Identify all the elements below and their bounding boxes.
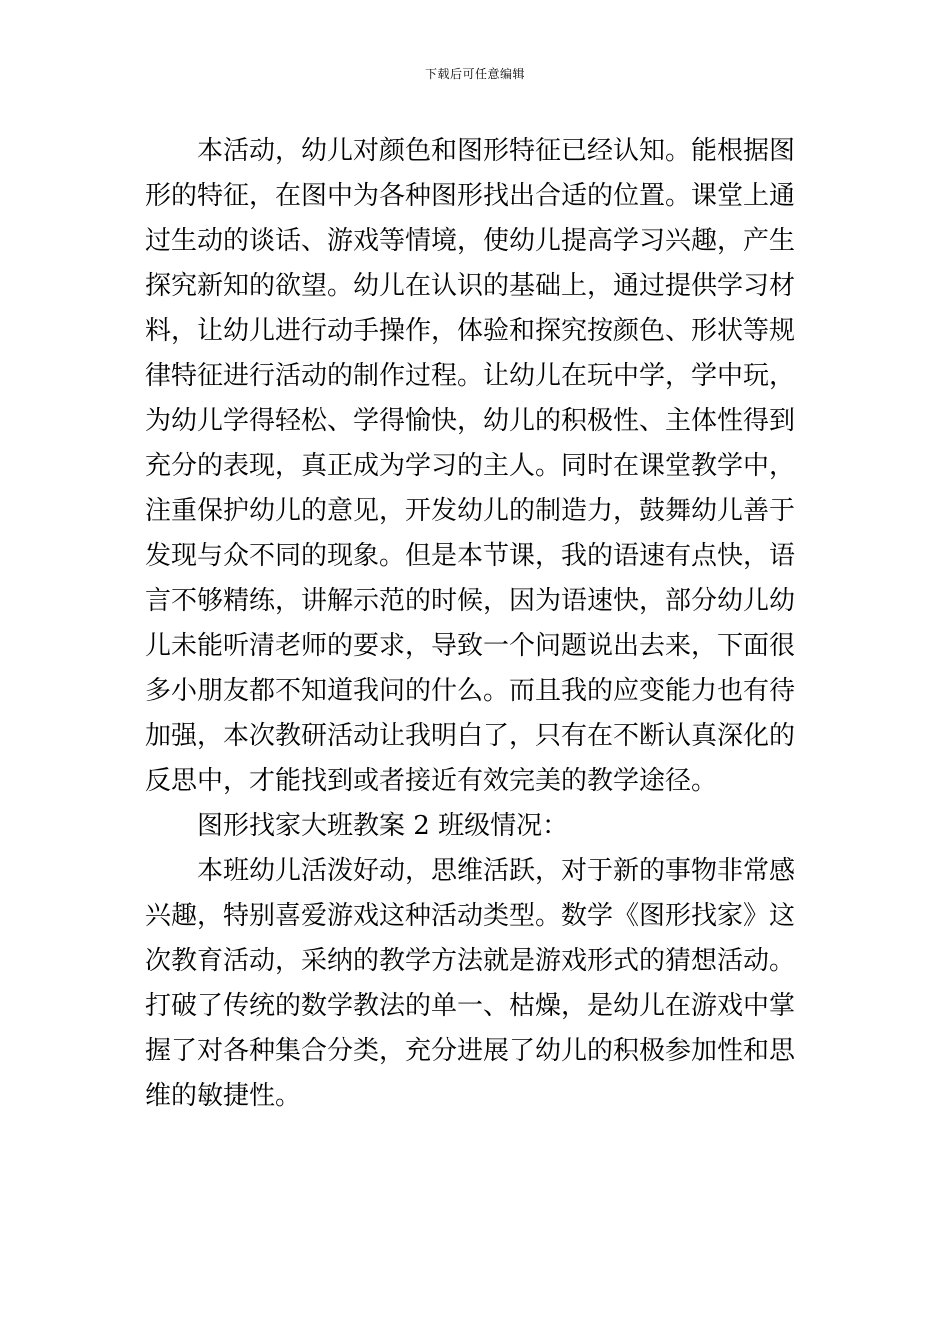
body-line: 打破了传统的数学教法的单一、枯燥，是幼儿在游戏中掌 — [145, 991, 796, 1021]
body-line: 握了对各种集合分类，充分进展了幼儿的积极参加性和思 — [145, 1036, 796, 1066]
body-line: 本活动，幼儿对颜色和图形特征已经认知。能根据图 — [145, 136, 796, 166]
body-line: 探究新知的欲望。幼儿在认识的基础上，通过提供学习材 — [145, 271, 796, 301]
body-line: 形的特征，在图中为各种图形找出合适的位置。课堂上通 — [145, 181, 796, 211]
body-line: 料，让幼儿进行动手操作，体验和探究按颜色、形状等规 — [145, 316, 796, 346]
body-line: 反思中，才能找到或者接近有效完美的教学途径。 — [145, 766, 718, 796]
page-header: 下载后可任意编辑 — [424, 67, 525, 81]
body-line: 兴趣，特别喜爱游戏这种活动类型。数学《图形找家》这 — [145, 901, 796, 931]
section-heading: 图形找家大班教案 2 班级情况： — [145, 811, 569, 841]
body-line: 加强，本次教研活动让我明白了，只有在不断认真深化的 — [145, 721, 796, 751]
body-line: 发现与众不同的现象。但是本节课，我的语速有点快，语 — [145, 541, 796, 571]
body-line: 儿未能听清老师的要求，导致一个问题说出去来，下面很 — [145, 631, 796, 661]
body-line: 充分的表现，真正成为学习的主人。同时在课堂教学中， — [145, 451, 796, 481]
body-line: 过生动的谈话、游戏等情境，使幼儿提高学习兴趣，产生 — [145, 226, 796, 256]
body-line: 注重保护幼儿的意见，开发幼儿的制造力，鼓舞幼儿善于 — [145, 496, 796, 526]
body-line: 律特征进行活动的制作过程。让幼儿在玩中学，学中玩， — [145, 361, 796, 391]
body-line: 言不够精练，讲解示范的时候，因为语速快，部分幼儿幼 — [145, 586, 796, 616]
body-line: 本班幼儿活泼好动，思维活跃，对于新的事物非常感 — [145, 856, 796, 886]
body-line: 次教育活动，采纳的教学方法就是游戏形式的猜想活动。 — [145, 946, 796, 976]
body-line: 维的敏捷性。 — [145, 1081, 302, 1111]
body-line: 多小朋友都不知道我问的什么。而且我的应变能力也有待 — [145, 676, 796, 706]
body-line: 为幼儿学得轻松、学得愉快，幼儿的积极性、主体性得到 — [145, 406, 796, 436]
